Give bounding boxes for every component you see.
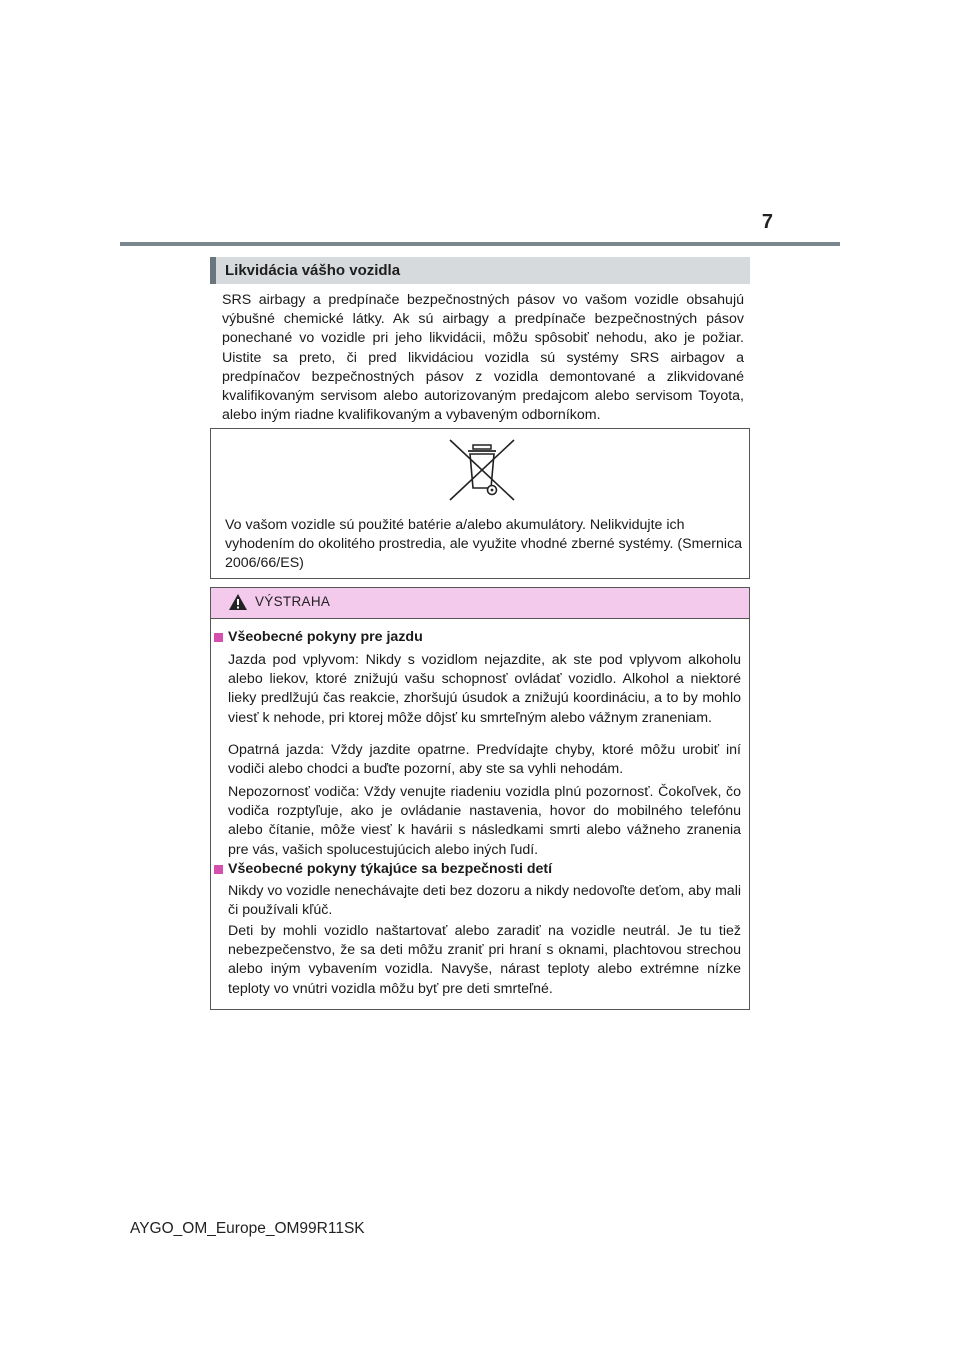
warning-header (211, 588, 749, 619)
paragraph-careful-driving: Opatrná jazda: Vždy jazdite opatrne. Predvídajte chyby, ktoré môžu urobiť iní vodiči alebo chodci a buďte pozorní, aby ste sa vyhli nehodám. (228, 742, 741, 778)
block-title-text: Všeobecné pokyny pre jazdu (228, 629, 423, 645)
top-rule (120, 242, 840, 246)
section-header (210, 257, 750, 284)
paragraph-unattended-children: Nikdy vo vozidle nenechávajte deti bez dozoru a nikdy nedovoľte deťom, aby mali či používali kľúč. (228, 883, 741, 919)
paragraph-children-dangers: Deti by mohli vozidlo naštartovať alebo zaradiť na vozidle neutrál. Je tu tiež nebezpečenstvo, že sa deti môžu zraniť pri hraní s oknami, plachtovou strechou alebo iným vybavením vozidla. Navyše, nárast teploty alebo extrémne nízke teploty vo vnútri vozidla môžu byť pre deti smrteľné. (228, 923, 741, 997)
warning-triangle-icon (228, 593, 248, 611)
block-title-driving (214, 629, 423, 645)
section-title: Likvidácia vášho vozidla (225, 262, 401, 279)
paragraph-influence: Jazda pod vplyvom: Nikdy s vozidlom nejazdite, ak ste pod vplyvom alkoholu alebo liekov, ktoré znižujú vašu schopnosť ovládať vozidlo. Alkohol a niektoré lieky predlžujú čas reakcie, zhoršujú úsudok a znižujú koordináciu, a to by mohlo viesť k nehode, pri ktorej môže dôjsť ku smrteľným alebo vážnym zraneniam. (228, 652, 741, 726)
paragraph-inattention: Nepozornosť vodiča: Vždy venujte riadeniu vozidla plnú pozornosť. Čokoľvek, čo vodiča rozptyľuje, ako je ovládanie nastavenia, hovor do mobilného telefónu alebo čítanie, môže viesť k havárii s následkami smrti alebo vážneho zranenia pre vás, vašich spolucestujúcich alebo iných ľudí. (228, 784, 741, 858)
bullet-square-icon (214, 865, 223, 874)
section-intro: SRS airbagy a predpínače bezpečnostných pásov vo vašom vozidle obsahujú výbušné chemické látky. Ak sú airbagy a predpínače bezpečnostných pásov ponechané vo vozidle pri jeho likvidácii, môžu spôsobiť nehodu, ako je požiar. Uistite sa preto, či pred likvidáciou vozidla sú systémy SRS airbagov a predpínačov bezpečnostných pásov z vozidla demontované a zlikvidované kvalifikovaným servisom alebo autorizovaným predajcom alebo servisom Toyota, alebo iným riadne kvalifikovaným a vybaveným odborníkom. (222, 292, 744, 424)
warning-title: VÝSTRAHA (255, 594, 331, 609)
crossed-out-wheelie-bin-icon (446, 438, 518, 502)
bullet-square-icon (214, 633, 223, 642)
page-number: 7 (761, 211, 773, 233)
block-title-children (214, 861, 552, 877)
footer-document-code: AYGO_OM_Europe_OM99R11SK (130, 1220, 365, 1237)
battery-notice-text: Vo vašom vozidle sú použité batérie a/alebo akumulátory. Nelikvidujte ich vyhodením do okolitého prostredia, ale využite vhodné zberné systémy. (Smernica 2006/66/ES) (225, 517, 743, 572)
block-title-text: Všeobecné pokyny týkajúce sa bezpečnosti detí (228, 861, 553, 877)
